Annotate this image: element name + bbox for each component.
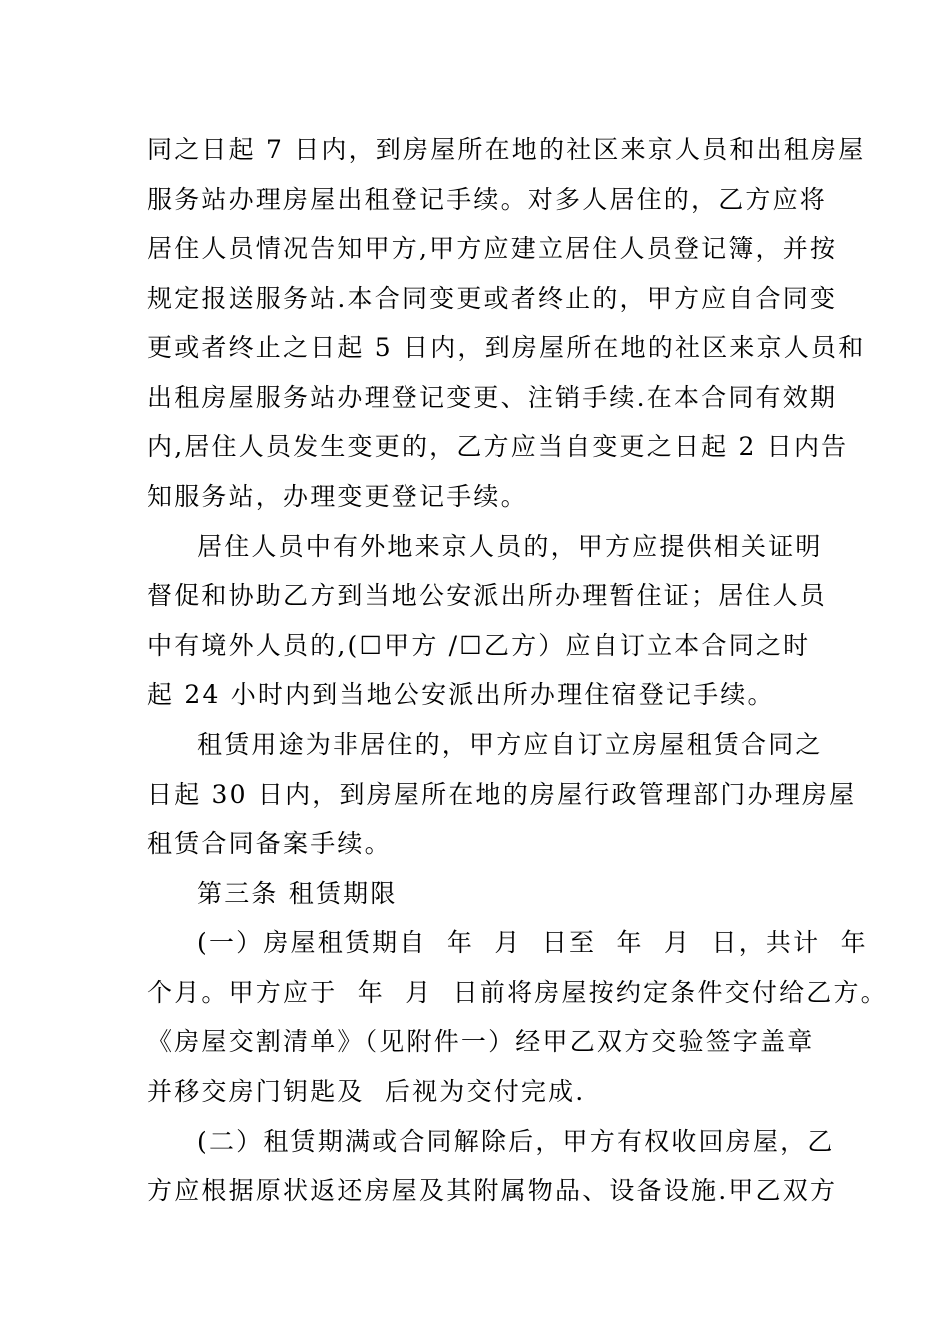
text-line: 内,居住人员发生变更的，乙方应当自变更之日起 2 日内告 [147, 432, 849, 461]
text-line: 中有境外人员的,(☐甲方 /☐乙方）应自订立本合同之时 [147, 631, 811, 660]
text-line: 《房屋交割清单》（见附件一）经甲乙双方交验签字盖章 [147, 1027, 815, 1056]
text-line: 并移交房门钥匙及 后视为交付完成. [147, 1077, 586, 1106]
paragraph-start-line: (二）租赁期满或合同解除后，甲方有权收回房屋，乙 [197, 1127, 835, 1156]
text-line: 出租房屋服务站办理登记变更、注销手续.在本合同有效期 [147, 383, 838, 412]
text-line: 督促和协助乙方到当地公安派出所办理暂住证；居住人员 [147, 581, 828, 610]
text-line: 同之日起 7 日内，到房屋所在地的社区来京人员和出租房屋 [147, 135, 866, 164]
section-heading: 第三条 租赁期限 [197, 879, 398, 908]
paragraph-start-line: (一）房屋租赁期自 年 月 日至 年 月 日，共计 年 [197, 928, 868, 957]
text-line: 租赁合同备案手续。 [147, 829, 392, 858]
text-line: 起 24 小时内到当地公安派出所办理住宿登记手续。 [147, 680, 775, 709]
text-line: 个月。甲方应于 年 月 日前将房屋按约定条件交付给乙方。 [147, 978, 888, 1007]
text-line: 日起 30 日内，到房屋所在地的房屋行政管理部门办理房屋 [147, 780, 857, 809]
text-line: 居住人员情况告知甲方,甲方应建立居住人员登记簿，并按 [147, 234, 838, 263]
paragraph-start-line: 居住人员中有外地来京人员的，甲方应提供相关证明 [197, 532, 823, 561]
paragraph-start-line: 租赁用途为非居住的，甲方应自订立房屋租赁合同之 [197, 730, 823, 759]
text-line: 服务站办理房屋出租登记手续。对多人居住的，乙方应将 [147, 185, 828, 214]
text-line: 更或者终止之日起 5 日内，到房屋所在地的社区来京人员和 [147, 333, 866, 362]
text-line: 方应根据原状返还房屋及其附属物品、设备设施.甲乙双方 [147, 1176, 838, 1205]
text-line: 知服务站，办理变更登记手续。 [147, 482, 528, 511]
text-line: 规定报送服务站.本合同变更或者终止的，甲方应自合同变 [147, 284, 838, 313]
